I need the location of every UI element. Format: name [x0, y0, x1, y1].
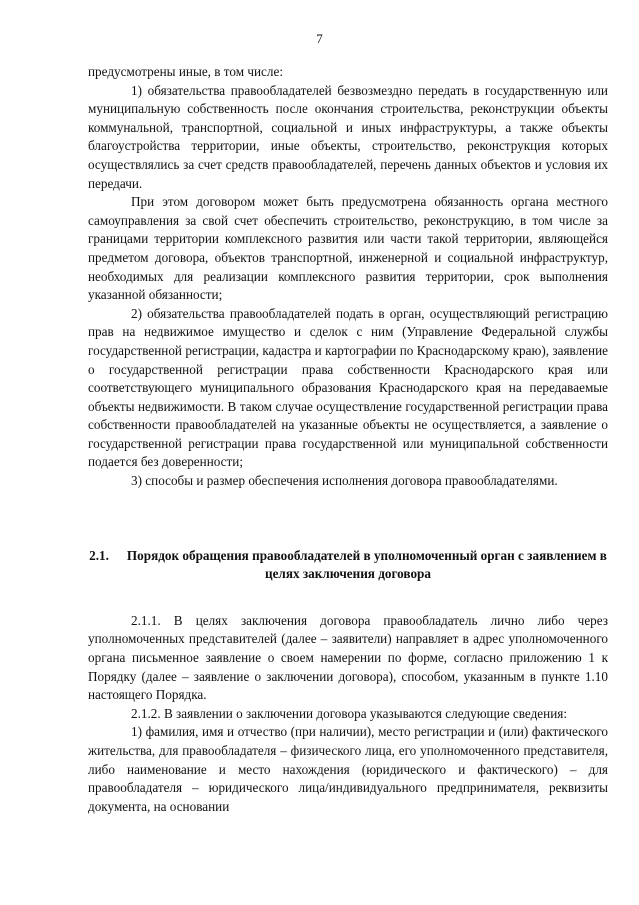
paragraph-details-item-1: 1) фамилия, имя и отчество (при наличии), место регистрации и (или) фактического жительства, для правообладателя – физического лица, его уполномоченного представителя, либо наименование и место нахождения (юридического и фактического) – для правообладателя – юридического лица/индивидуального предпринимателя, реквизиты документа, на основании [88, 724, 608, 814]
section-heading [88, 547, 608, 584]
document-body [88, 63, 608, 816]
paragraph-2-1-1: 2.1.1. В целях заключения договора правообладатель лично либо через уполномоченных представителей (далее – заявители) направляет в адрес уполномоченного органа письменное заявление о своем намерении по форме, согласно приложению 1 к Порядку (далее – заявление о заключении договора), способом, указанным в пункте 1.10 настоящего Порядка. [88, 612, 608, 703]
page-number: 7 [316, 31, 323, 46]
paragraph-municipal-obligation: При этом договором может быть предусмотрена обязанность органа местного самоуправления за свой счет обеспечить строительство, реконструкцию, в том числе за границами территории комплексного развития или части такой территории, являющейся предметом договора, объектов транспортной, инженерной и социальной инфраструктур, необходимых для реализации комплексного развития территории, срок выполнения указанной обязанности; [88, 194, 608, 303]
paragraph-continuation: предусмотрены иные, в том числе: [88, 64, 283, 79]
paragraph-item-3: 3) способы и размер обеспечения исполнения договора правообладателями. [131, 473, 558, 489]
paragraph-2-1-2: 2.1.2. В заявлении о заключении договора указываются следующие сведения: [131, 705, 568, 721]
paragraph-item-2: 2) обязательства правообладателей подать в орган, осуществляющий регистрацию прав на недвижимое имущество и сделок с ним (Управление Федеральной службы государственной регистрации, кадастра и картографии по Краснодарскому краю), заявление о государственной регистрации права собственности Краснодарского края или соответствующего муниципального образования Краснодарского края на передаваемые объекты недвижимости. В таком случае осуществление государственной регистрации права собственности правообладателей на указанные объекты не осуществляется, а заявление о государственной регистрации права государственной или муниципальной собственности подается без доверенности; [88, 305, 608, 470]
section-number: 2.1. [89, 547, 109, 563]
section-title: Порядок обращения правообладателей в уполномоченный орган с заявлением в целях заключения договора [126, 547, 607, 582]
paragraph-item-1: 1) обязательства правообладателей безвозмездно передать в государственную или муниципальную собственность после окончания строительства, реконструкции объекты коммунальной, транспортной, социальной и иных инфраструктуры, а также объекты благоустройства территории, иные объекты, строительство, реконструкция которых осуществлялись за счет средств правообладателей, перечень данных объектов и условия их передачи. [88, 82, 608, 191]
